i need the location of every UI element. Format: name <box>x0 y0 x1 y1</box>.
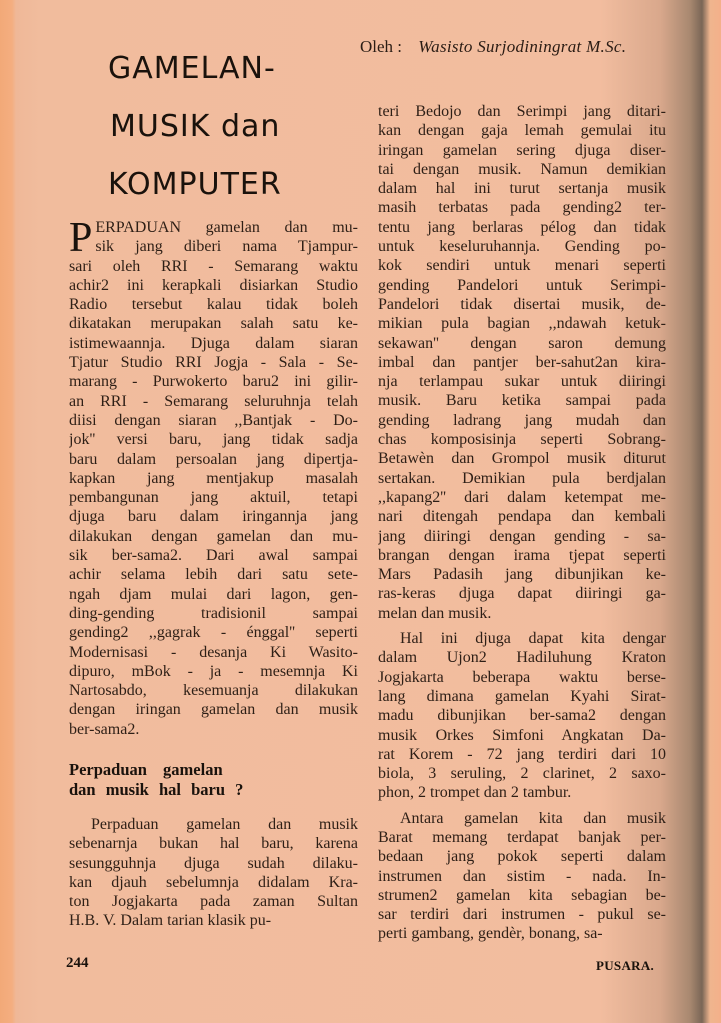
text-line: Mars Padasih jang dibunjikan ke- <box>378 566 666 584</box>
text-line: ton Jogjakarta pada zaman Sultan <box>69 893 358 911</box>
right-column <box>378 102 666 944</box>
text-line: masih terbatas pada gending2 ter- <box>378 199 666 217</box>
text-line: jang diiringi dengan gending - sa- <box>378 527 666 545</box>
text-line: rat Korem - 72 jang terdiri dari 10 <box>378 745 666 763</box>
text-line: tentu jang berlaras pélog dan tidak <box>378 218 666 236</box>
text-line: dilakukan dengan gamelan dan mu- <box>69 527 358 545</box>
text-line: H.B. V. Dalam tarian klasik pu- <box>69 912 272 930</box>
text-line: gending2 ,,gagrak - énggal'' seperti <box>69 624 358 642</box>
text-line: melan dan musik. <box>378 604 492 622</box>
text-line: kapkan jang mentjakup masalah <box>69 469 358 487</box>
text-line: Modernisasi - desanja Ki Wasito- <box>69 643 358 661</box>
text-line: musik Orkes Simfoni Angkatan Da- <box>378 726 666 744</box>
article-title <box>108 40 348 214</box>
text-line: madu dibunjikan ber-sama2 dengan <box>378 707 666 725</box>
text-line: dalam hal ini turut sertanja musik <box>378 180 666 198</box>
byline <box>360 37 626 57</box>
text-line: ber-sama2. <box>69 720 140 738</box>
text-line: dikatakan merupakan salah satu ke- <box>69 315 358 333</box>
text-line: gending ladrang jang mudah dan <box>378 411 666 429</box>
text-line: Antara gamelan kita dan musik <box>400 809 666 827</box>
text-line: ,,kapang2'' dari dalam ketempat me- <box>378 488 666 506</box>
text-line: untuk keseluruhannja. Gending po- <box>378 238 666 256</box>
text-line: iringan gamelan sering djuga diser- <box>378 141 666 159</box>
text-line: dengan iringan gamelan dan musik <box>69 701 358 719</box>
text-line: instrumen dan sistim - nada. In- <box>378 867 666 885</box>
text-line: ras-keras djuga dapat diiringi ga- <box>378 585 666 603</box>
left-column-paragraph-2 <box>69 815 358 931</box>
title-line: KOMPUTER <box>108 167 282 202</box>
publication-name: PUSARA. <box>596 958 655 973</box>
subheading-line: Perpaduan gamelan <box>69 760 223 779</box>
text-line: pembangunan jang aktuil, tetapi <box>69 489 358 507</box>
text-line: nari ditengah pendapa dan kembali <box>378 508 666 526</box>
text-line: Hal ini djuga dapat kita dengar <box>400 630 666 648</box>
text-line: ngah djam mulai dari lagon, gen- <box>69 585 358 603</box>
title-line: MUSIK dan <box>110 109 281 144</box>
text-line: kan dengan gaja lemah gemulai itu <box>378 122 666 140</box>
text-line: Tjatur Studio RRI Jogja - Sala - Se- <box>69 354 358 372</box>
drop-cap: P <box>69 215 93 261</box>
text-line: an RRI - Semarang seluruhnja telah <box>69 392 358 410</box>
text-line: lang dimana gamelan Kyahi Sirat- <box>378 687 666 705</box>
text-line: Betawèn dan Grompol musik diturut <box>378 450 666 468</box>
text-line: ding-gending tradisionil sampai <box>69 604 358 622</box>
text-line: strumen2 gamelan kita sebagian be- <box>378 886 666 904</box>
text-line: brangan dengan irama tjepat seperti <box>378 546 666 564</box>
text-line: Jogjakarta beberapa waktu berse- <box>378 668 666 686</box>
right-column-paragraph-3 <box>378 809 666 944</box>
text-line: jok'' versi baru, jang tidak sadja <box>69 431 358 449</box>
text-line: sar terdiri dari instrumen - pukul se- <box>378 906 666 924</box>
text-line: achir selama lebih dari satu sete- <box>69 566 358 584</box>
text-line: Pandelori tidak disertai musik, de- <box>378 295 666 313</box>
text-line: sesungguhnja djuga sudah dilaku- <box>69 854 358 872</box>
text-line: sik ber-sama2. Dari awal sampai <box>69 547 358 565</box>
text-line: istimewaannja. Djuga dalam siaran <box>69 334 358 352</box>
text-line: phon, 2 trompet dan 2 tambur. <box>378 784 572 802</box>
text-line: sebenarnja bukan hal baru, karena <box>69 835 358 853</box>
text-line: Radio tersebut kalau tidak boleh <box>69 296 358 314</box>
text-line: Perpaduan gamelan dan musik <box>91 816 358 833</box>
page-number: 244 <box>66 955 89 971</box>
text-line: sekawan'' dengan saron demung <box>378 334 666 352</box>
text-line: gending Pandelori untuk Serimpi- <box>378 276 666 294</box>
text-line: achir2 ini kerapkali disiarkan Studio <box>69 276 358 294</box>
text-line: Barat memang terdapat banjak per- <box>378 828 666 846</box>
section-subheading <box>69 760 289 800</box>
text-line: biola, 3 seruling, 2 clarinet, 2 saxo- <box>378 765 666 783</box>
text-line: musik. Baru ketika sampai pada <box>378 392 666 410</box>
text-line: sik jang diberi nama Tjampur- <box>95 238 358 256</box>
text-line: Nartosabdo, kesemuanja dilakukan <box>69 682 358 700</box>
title-line: GAMELAN- <box>108 51 276 86</box>
subheading-line: dan musik hal baru ? <box>69 780 244 799</box>
text-line: dipuro, mBok - ja - mesemnja Ki <box>69 662 358 680</box>
text-line: ERPADUAN gamelan dan mu- <box>95 219 358 236</box>
right-column-paragraph-2 <box>378 629 666 803</box>
left-column-paragraph-1 <box>69 215 358 739</box>
byline-label: Oleh : <box>360 37 403 56</box>
text-line: tai dengan musik. Namun demikian <box>378 160 666 178</box>
text-line: marang - Purwokerto baru2 ini gilir- <box>69 373 358 391</box>
author-name: Wasisto Surjodiningrat M.Sc. <box>418 37 627 56</box>
text-line: chas komposisinja seperti Sobrang- <box>378 431 666 449</box>
text-line: sari oleh RRI - Semarang waktu <box>69 257 358 275</box>
text-line: djuga baru dalam iringannja jang <box>69 508 358 526</box>
text-line: dalam Ujon2 Hadiluhung Kraton <box>378 649 666 667</box>
text-line: nja terlampau sukar untuk diiringi <box>378 373 666 391</box>
text-line: kan djauh sebelumnja didalam Kra- <box>69 873 358 891</box>
text-line: baru dalam persoalan jang dipertja- <box>69 450 358 468</box>
text-line: teri Bedojo dan Serimpi jang ditari- <box>378 103 666 120</box>
text-line: bedaan jang pokok seperti dalam <box>378 848 666 866</box>
text-line: kok sendiri untuk menari seperti <box>378 257 666 275</box>
text-line: sertakan. Demikian pula berdjalan <box>378 469 666 487</box>
text-line: imbal dan pantjer ber-sahut2an kira- <box>378 353 666 371</box>
text-line: diisi dengan siaran ,,Bantjak - Do- <box>69 411 358 429</box>
text-line: mikian pula bagian ,,ndawah ketuk- <box>378 315 666 333</box>
text-line: perti gambang, gendèr, bonang, sa- <box>378 925 603 943</box>
